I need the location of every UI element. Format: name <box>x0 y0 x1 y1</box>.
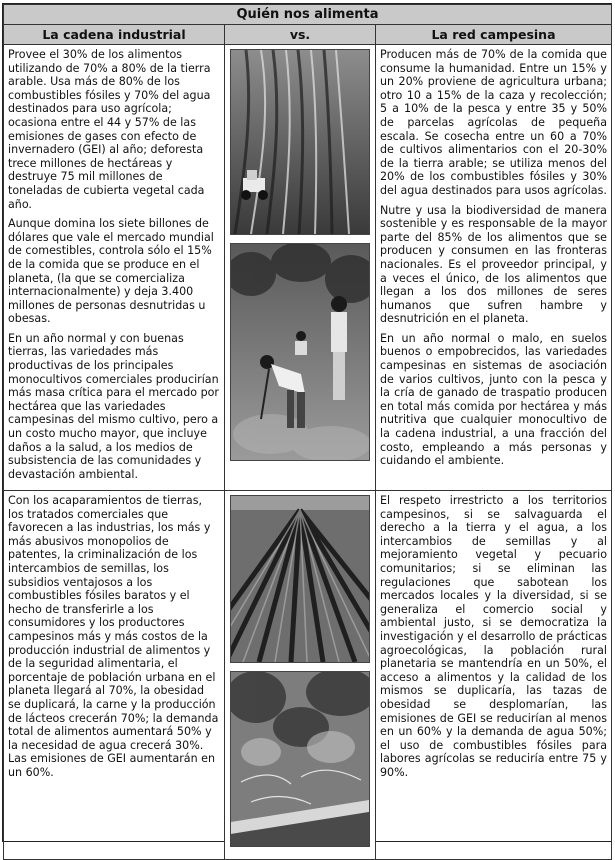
header-versus: vs. <box>225 25 376 45</box>
row1-industrial-paragraph: En un año normal y con buenas tierras, las variedades más productivas de los principales monocultivos comerciales producirían más masa crítica para el mercado por hectárea que las variedades campesinas del mismo cultivo, pero a un costo mucho mayor, que incluye daños a la salud, a los medios de subsistencia de las comunidades y devastación ambiental. <box>8 331 219 481</box>
row1-industrial-cell <box>4 45 225 491</box>
table-title: Quién nos alimenta <box>4 5 612 25</box>
monoculture-rows-photo <box>230 495 370 663</box>
row1-peasant-paragraph: En un año normal o malo, en suelos buenos o empobrecidos, las variedades campesinas en sistemas de asociación de varios cultivos, junto con la pesca y la cría de ganado de traspatio producen en total más comida por hectárea y más nutritiva que cualquier monocultivo de la cadena industrial, a una fracción del costo, empleando a más personas y cuidando el ambiente. <box>380 331 607 468</box>
header-peasant-network: La red campesina <box>376 25 612 45</box>
comparison-table <box>3 4 612 860</box>
row2-industrial-paragraph: Con los acaparamientos de tierras, los tratados comerciales que favorecen a las industrias, los más y más abusivos monopolios de patentes, la criminalización de los intercambios de semillas, los subsidios ventajosos a los combustibles fósiles baratos y el hecho de transferirle a los consumidores y los productores campesinos más y más costos de la producción industrial de alimentos y de la seguridad alimentaria, el porcentaje de población urbana en el planeta llegará al 70%, la obesidad se duplicará, la carne y la producción de lácteos crecerán 70%; la demanda total de alimentos aumentará 50% y la necesidad de agua crecerá 30%. Las emisiones de GEI aumentarán en un 60%. <box>8 494 219 779</box>
row1-industrial-paragraph: Provee el 30% de los alimentos utilizando de 70% a 80% de la tierra arable. Usa más de 80% de los combustibles fósiles y 70% del agua destinados para uso agrícola; ocasiona entre el 44 y 57% de las emisiones de gases con efecto de invernadero (GEI) al año; deforesta trece millones de hectáreas y destruye 75 mil millones de toneladas de cubierta vegetal cada año. <box>8 48 211 211</box>
row2-industrial-cell <box>4 491 225 860</box>
row2-peasant-cell <box>376 491 612 860</box>
diverse-garden-photo <box>230 671 370 847</box>
row2-photo-column <box>225 491 376 860</box>
row2-peasant-paragraph: El respeto irrestricto a los territorios campesinos, si se salvaguarda el derecho a la tierra y el agua, a los intercambios de semillas y al mejoramiento vegetal y pecuario comunitarios; si se eliminan las regulaciones que sabotean los mercados locales y la diversidad, si se generaliza el comercio social y ambiental justo, si se democratiza la investigación y el desarrollo de prácticas agroecológicas, la población rural planetaria se mantendría en un 50%, el acceso a alimentos y la calidad de los mismos se duplicaría, las tazas de obesidad se desplomarían, las emisiones de GEI se reducirían al menos en un 60% y la demanda de agua 50%; el uso de combustibles fósiles para labores agrícolas se reduciría entre 75 y 90%. <box>380 494 608 779</box>
row1-peasant-cell <box>376 45 612 491</box>
row1-photo-column <box>225 45 376 491</box>
comparison-document <box>2 3 612 842</box>
row1-peasant-paragraph: Producen más de 70% de la comida que consume la humanidad. Entre un 15% y un 20% proviene de agricultura urbana; otro 10 a 15% de la caza y recolección; 5 a 10% de la pesca y entre 35 y 50% de parcelas agrícolas de pequeña escala. Se cosecha entre un 60 a 70% de cultivos alimentarios con el 20-30% de la tierra arable; se utiliza menos del 20% de los combustibles fósiles y 30% del agua destinados para usos agrícolas. <box>380 48 607 197</box>
farmers-planting-photo <box>230 243 370 461</box>
tractor-field-photo <box>230 49 370 235</box>
row1-peasant-paragraph: Nutre y usa la biodiversidad de manera sostenible y es responsable de la mayor parte del 85% de los alimentos que se producen y consumen en las fronteras nacionales. Es el proveedor principal, y a veces el único, de los alimentos que llegan a los dos millones de seres humanos que sufren hambre y desnutrición en el planeta. <box>380 203 607 326</box>
header-industrial-chain: La cadena industrial <box>4 25 225 45</box>
row1-industrial-paragraph: Aunque domina los siete billones de dólares que vale el mercado mundial de comestibles, controla sólo el 15% de la comida que se produce en el planeta, (la que se comercializa internacionalmente) y deja 3.400 millones de personas desnutridas u obesas. <box>8 217 214 326</box>
